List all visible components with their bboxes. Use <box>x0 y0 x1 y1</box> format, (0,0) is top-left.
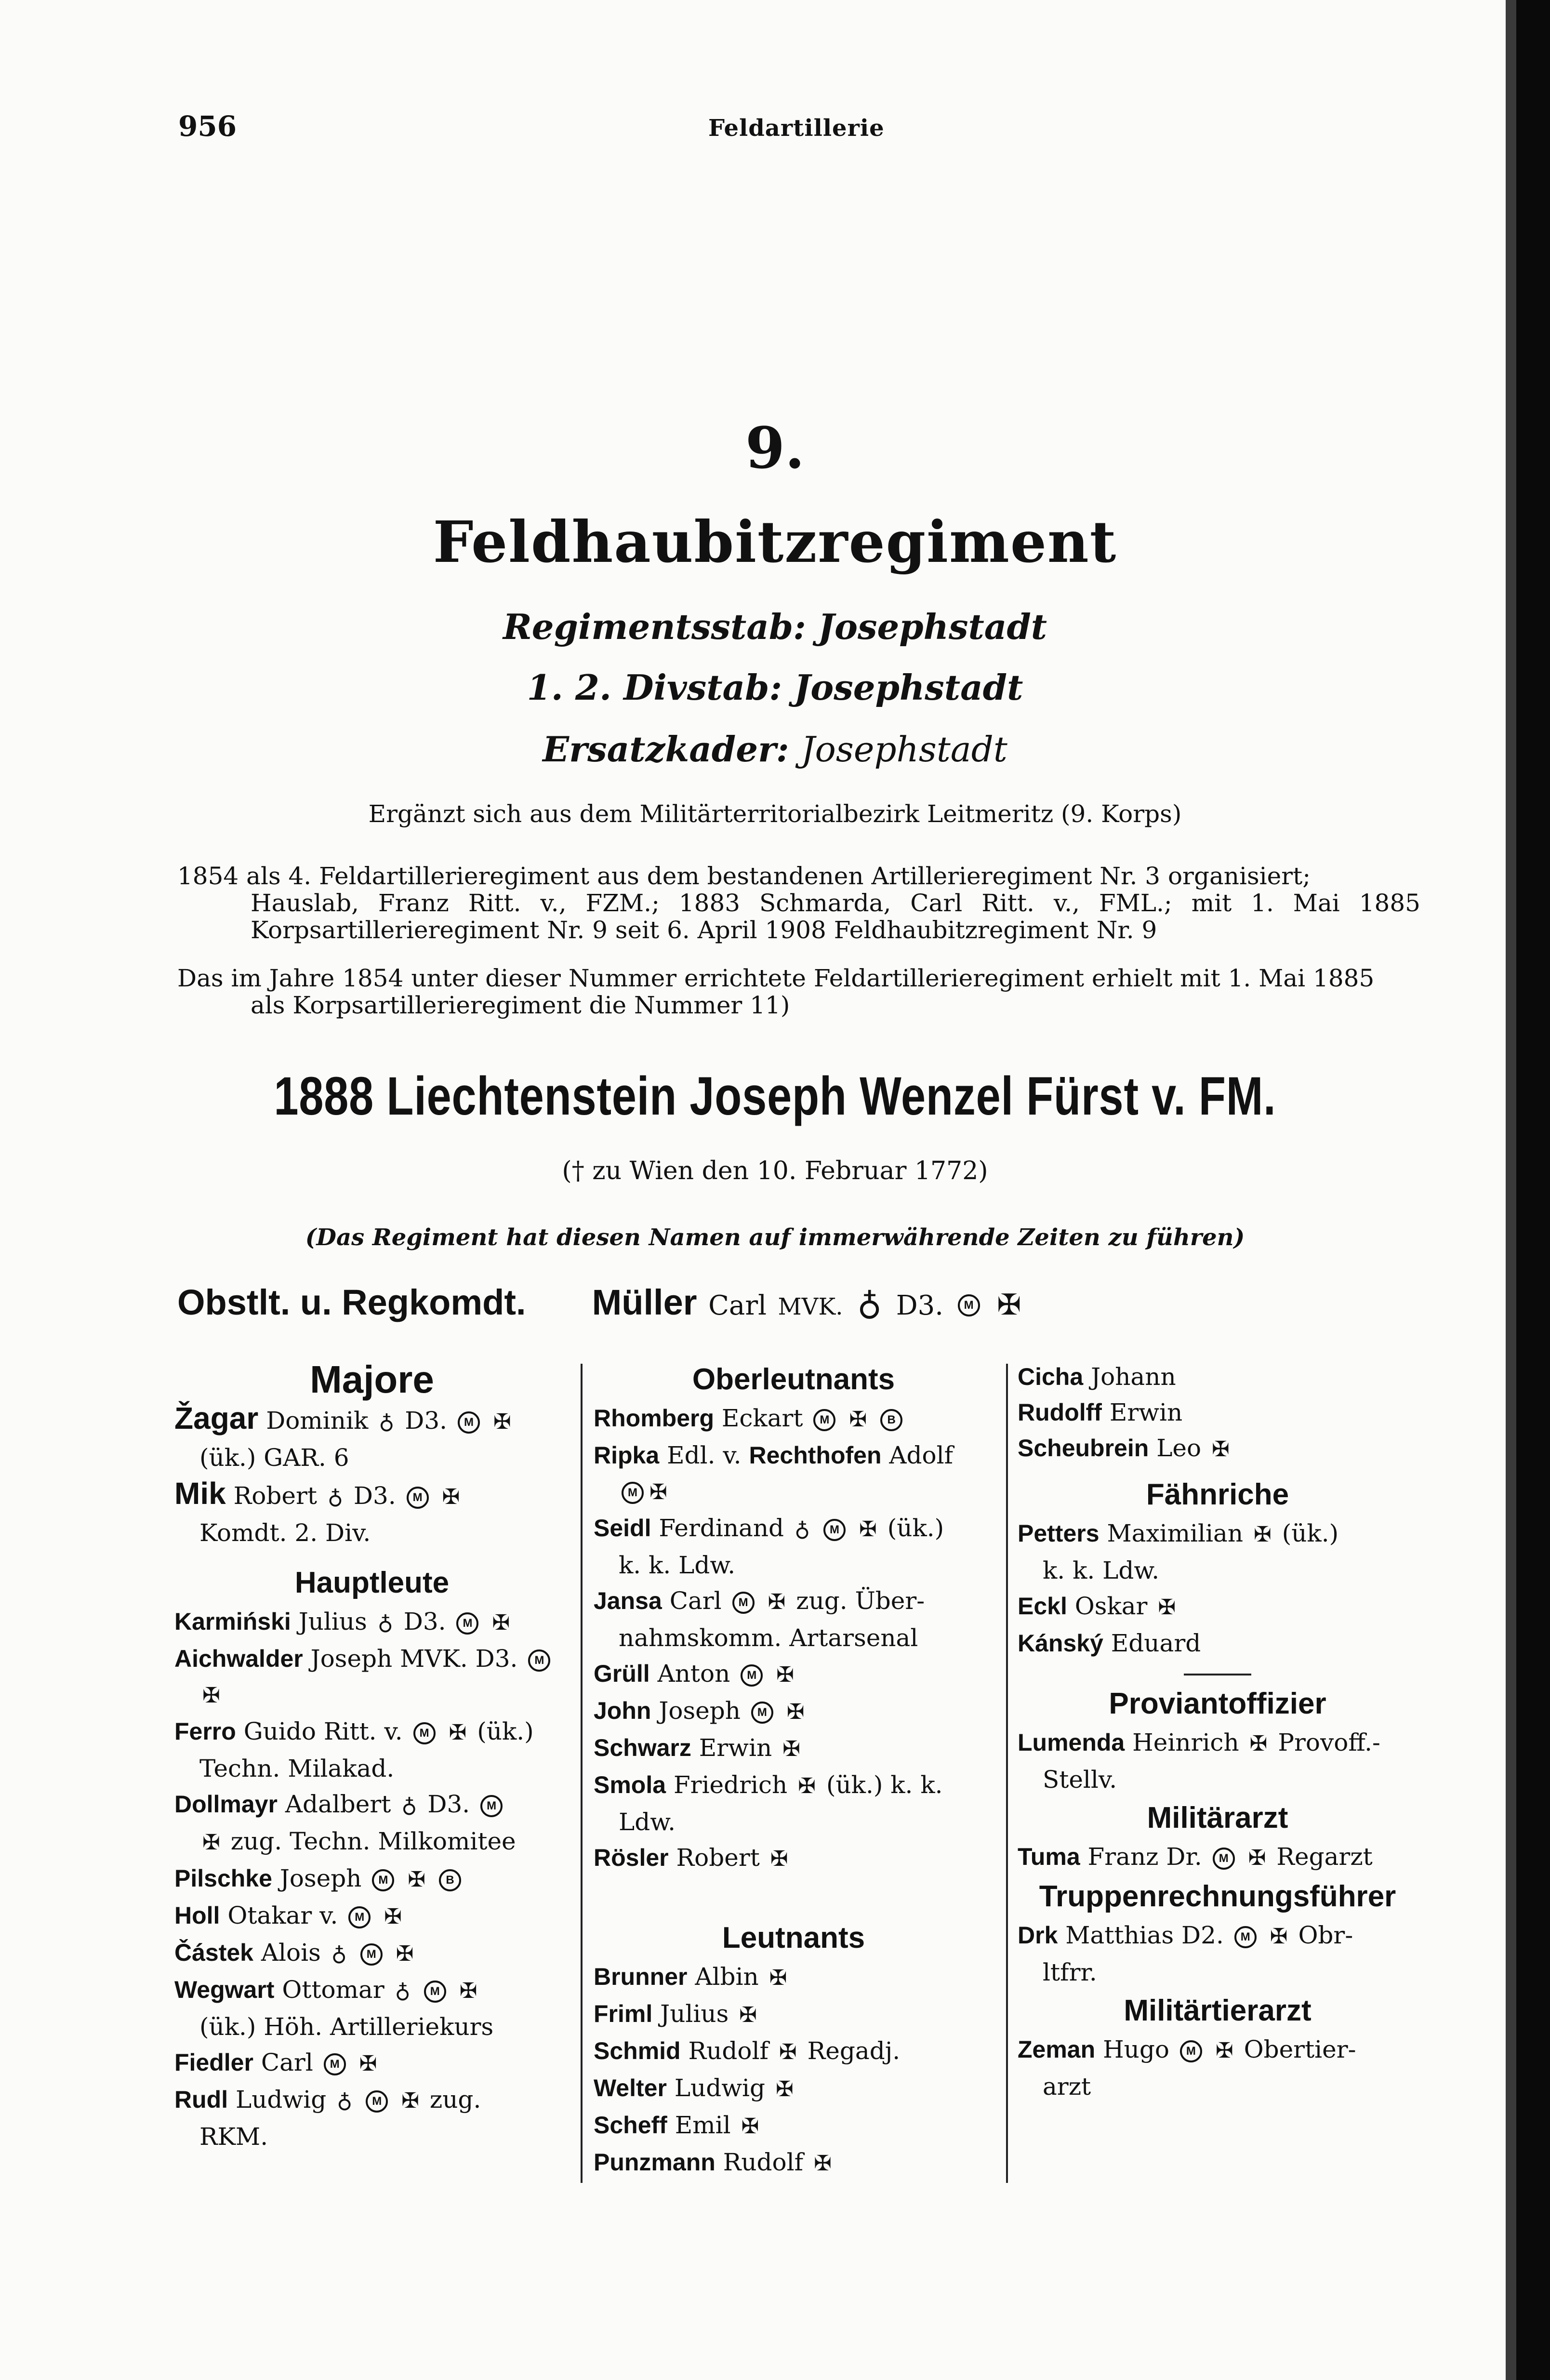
entry-surname: Cicha <box>1018 1363 1084 1390</box>
list-item <box>174 1641 570 1714</box>
commander-rank: Obstlt. u. Regkomdt. <box>177 1282 526 1322</box>
entry-surname: Rhomberg <box>594 1405 714 1432</box>
list-item <box>594 1400 994 1437</box>
m-ring-icon: M <box>372 1869 394 1891</box>
history-2-rest: als Korpsartillerieregiment die Nummer 11) <box>251 991 790 1019</box>
entry-given-2: Adolf <box>889 1441 954 1469</box>
section-hauptleute: Hauptleute <box>294 1566 450 1599</box>
list-item <box>174 2082 570 2154</box>
ersatzkader-label: Ersatzkader: <box>543 729 789 770</box>
m-ring-icon: M <box>407 1487 429 1509</box>
entry-surname: Wegwart <box>174 1976 275 2003</box>
commander-line <box>177 1282 1024 1323</box>
m-ring-icon: M <box>456 1612 478 1635</box>
m-ring-icon: M <box>741 1664 763 1687</box>
entry-given: Ludwig <box>674 2074 766 2102</box>
entry-continuation: k. k. Ldw. <box>1043 1556 1160 1584</box>
cross-icon: ✠ <box>202 1683 220 1708</box>
entry-detail: D3. <box>405 1407 448 1435</box>
cross-icon: ✠ <box>396 1941 414 1966</box>
entry-surname: Lumenda <box>1018 1729 1125 1756</box>
entry-extra: (ük.) <box>887 1514 944 1542</box>
recruitment-note: Ergänzt sich aus dem Militärterritorialbezirk Leitmeritz (9. Korps) <box>368 800 1182 828</box>
entry-given: Erwin <box>1109 1398 1183 1426</box>
entry-continuation: Techn. Milakad. <box>199 1755 395 1782</box>
list-item <box>594 1656 994 1693</box>
m-ring-icon: M <box>528 1649 550 1672</box>
column-divider <box>581 1364 583 2183</box>
list-item <box>1018 1917 1418 1990</box>
cross-icon: ✠ <box>359 2051 377 2076</box>
commander-post: MVK. <box>778 1293 843 1320</box>
list-item <box>594 1730 994 1767</box>
cross-icon: ✠ <box>814 2151 832 2176</box>
entry-given: Eduard <box>1111 1629 1201 1657</box>
medal-icon: ♁ <box>857 1283 882 1323</box>
m-ring-icon: M <box>823 1519 846 1541</box>
entry-continuation: Ldw. <box>619 1808 676 1836</box>
column-middle <box>594 1359 994 2181</box>
list-item <box>1018 1839 1418 1876</box>
entry-detail: D3. <box>353 1482 396 1510</box>
entry-given: Rudolf <box>688 2037 768 2065</box>
m-ring-icon: M <box>458 1411 480 1434</box>
list-item <box>1018 1430 1418 1467</box>
list-item <box>594 2033 994 2070</box>
m-ring-icon: M <box>732 1592 755 1614</box>
section-militaertierarzt: Militärtierarzt <box>1124 1994 1312 2027</box>
cross-icon: ✠ <box>775 2077 794 2101</box>
scan-edge <box>1516 0 1550 2380</box>
entry-surname: Rösler <box>594 1844 669 1871</box>
entry-surname: Jansa <box>594 1587 662 1614</box>
cross-icon: ✠ <box>492 1610 510 1635</box>
entry-detail: D2. <box>1181 1921 1224 1949</box>
entry-given: Carl <box>669 1587 722 1615</box>
running-title: Feldartillerie <box>708 115 885 142</box>
history-1-rest: Hauslab, Franz Ritt. v., FZM.; 1883 Schmarda, Carl Ritt. v., FML.; mit 1. Mai 1885 Korpsartillerieregiment Nr. 9 seit 6. April 1908 Feldhaubitzregiment Nr. 9 <box>251 889 1420 944</box>
divstab-place: Josephstadt <box>794 667 1023 708</box>
m-ring-icon: M <box>413 1722 436 1744</box>
m-ring-icon: M <box>813 1409 835 1431</box>
cross-icon: ✠ <box>768 1590 786 1614</box>
entry-surname: Eckl <box>1018 1593 1067 1620</box>
entry-surname: Karmiński <box>174 1608 291 1635</box>
entry-extra: Provoff.- <box>1278 1728 1380 1756</box>
cross-icon: ✠ <box>741 2114 759 2139</box>
entry-given: Ludwig <box>236 2086 327 2114</box>
m-ring-icon: M <box>1234 1926 1257 1948</box>
entry-surname: Scheubrein <box>1018 1435 1149 1462</box>
list-item <box>174 1400 570 1476</box>
regiment-title: Feldhaubitzregiment <box>433 508 1117 575</box>
entry-given: Emil <box>675 2111 731 2139</box>
cross-icon: ✠ <box>1253 1522 1272 1547</box>
entry-continuation: Stellv. <box>1043 1766 1117 1794</box>
list-item <box>594 2070 994 2107</box>
regimentsstab-place: Josephstadt <box>818 606 1047 647</box>
entry-extra: (ük.) <box>477 1717 534 1745</box>
entry-surname: Smola <box>594 1771 666 1798</box>
b-ring-icon: B <box>880 1409 902 1431</box>
medal-icon: ♁ <box>327 1485 344 1509</box>
cross-icon: ✠ <box>770 1847 788 1871</box>
entry-surname: Kánský <box>1018 1630 1103 1657</box>
medal-icon: ♁ <box>377 1610 393 1635</box>
column-right <box>1018 1359 1418 2104</box>
entry-surname: Pilschke <box>174 1865 272 1892</box>
cross-icon: ✠ <box>459 1979 477 2003</box>
list-item <box>594 1996 994 2033</box>
entry-given: Joseph <box>659 1697 741 1725</box>
entry-continuation: ltfrr. <box>1043 1958 1097 1986</box>
entry-surname: Scheff <box>594 2112 667 2139</box>
entry-surname: Brunner <box>594 1963 688 1990</box>
entry-given: Oskar <box>1074 1592 1148 1620</box>
cross-icon: ✠ <box>798 1774 816 1798</box>
entry-given: Robert <box>676 1844 760 1872</box>
entry-continuation: (ük.) GAR. 6 <box>199 1444 349 1472</box>
commander-given: Carl <box>708 1290 767 1321</box>
history-1-first: 1854 als 4. Feldartillerieregiment aus dem bestandenen Artillerieregiment Nr. 3 organisiert; <box>177 862 1311 890</box>
entry-given: Julius <box>660 2000 729 2028</box>
entry-surname: Žagar <box>174 1401 259 1436</box>
m-ring-icon: M <box>424 1981 446 2003</box>
entry-surname: Ferro <box>174 1718 236 1745</box>
entry-surname: Punzmann <box>594 2149 715 2176</box>
entry-extra: Regadj. <box>807 2037 901 2065</box>
list-item <box>594 1510 994 1583</box>
cross-icon: ✠ <box>442 1485 460 1509</box>
cross-icon: ✠ <box>1158 1595 1176 1620</box>
entry-detail: D3. <box>427 1790 470 1818</box>
ersatzkader-line <box>0 729 1550 770</box>
entry-extra: (ük.) k. k. <box>826 1771 943 1799</box>
entry-given: Hugo <box>1103 2035 1169 2063</box>
m-ring-icon: M <box>1213 1848 1235 1870</box>
entry-given: Dominik <box>266 1407 369 1435</box>
regimentsstab-label: Regimentsstab: <box>503 606 806 647</box>
entry-given: Carl <box>261 2048 313 2076</box>
list-item <box>174 1861 570 1898</box>
divstab-line <box>0 667 1550 708</box>
entry-surname: Friml <box>594 2000 653 2027</box>
entry-given: Joseph MVK. <box>310 1645 468 1673</box>
entry-continuation: k. k. Ldw. <box>619 1551 736 1579</box>
section-faehnriche: Fähnriche <box>1146 1478 1289 1511</box>
cross-icon: ✠ <box>384 1904 402 1929</box>
section-militaerarzt: Militärarzt <box>1147 1801 1288 1835</box>
cross-icon: ✠ <box>1249 1731 1268 1756</box>
entry-surname: Tuma <box>1018 1843 1080 1870</box>
entry-given: Alois <box>261 1939 321 1967</box>
cross-icon: ✠ <box>1212 1437 1230 1462</box>
entry-extra: Regarzt <box>1276 1843 1373 1871</box>
entry-surname: Schwarz <box>594 1734 691 1761</box>
section-oberleutnants: Oberleutnants <box>692 1363 895 1396</box>
entry-given: Albin <box>695 1963 759 1991</box>
history-2-first: Das im Jahre 1854 unter dieser Nummer errichtete Feldartillerieregiment erhielt mit 1. Mai 1885 <box>177 964 1375 992</box>
entry-surname: Schmid <box>594 2037 681 2064</box>
list-item <box>1018 2032 1418 2104</box>
entry-given: Edl. v. <box>667 1441 742 1469</box>
list-item <box>174 1714 570 1786</box>
list-item <box>174 1604 570 1641</box>
m-ring-icon: M <box>958 1294 980 1316</box>
entry-given: Robert <box>233 1482 317 1510</box>
entry-surname: Ripka <box>594 1442 660 1469</box>
entry-given: Matthias <box>1065 1921 1174 1949</box>
list-item <box>174 1786 570 1861</box>
entry-given: Johann <box>1091 1363 1176 1391</box>
section-proviantoffizier: Proviantoffizier <box>1109 1687 1326 1720</box>
m-ring-icon: M <box>348 1906 371 1928</box>
medal-icon: ♁ <box>331 1941 347 1966</box>
entry-given: Leo <box>1156 1434 1202 1462</box>
cross-icon: ✠ <box>1270 1924 1288 1949</box>
entry-detail: D3. <box>475 1645 518 1673</box>
list-item <box>594 1583 994 1656</box>
inhaber-heading: 1888 Liechtenstein Joseph Wenzel Fürst v. FM. <box>274 1066 1276 1126</box>
entry-surname: Holl <box>174 1902 220 1929</box>
medal-icon: ♁ <box>794 1517 810 1542</box>
list-item <box>1018 1359 1418 1395</box>
list-item <box>174 1972 570 2045</box>
list-item <box>174 1935 570 1972</box>
medal-icon: ♁ <box>401 1793 417 1818</box>
entry-surname: Rudolff <box>1018 1399 1102 1426</box>
cross-icon: ✠ <box>786 1700 805 1724</box>
entry-given: Anton <box>657 1660 730 1688</box>
medal-icon: ♁ <box>379 1409 395 1434</box>
entry-given: Julius <box>298 1608 367 1635</box>
medal-icon: ♁ <box>395 1979 411 2003</box>
name-note: (Das Regiment hat diesen Namen auf immerwährende Zeiten zu führen) <box>305 1224 1245 1251</box>
cross-icon: ✠ <box>1248 1846 1266 1870</box>
inhaber-death-note: († zu Wien den 10. Februar 1772) <box>562 1157 988 1185</box>
cross-icon: ✠ <box>782 1737 800 1761</box>
history-paragraph-1 <box>177 863 1420 944</box>
entry-given: Heinrich <box>1132 1728 1239 1756</box>
entry-given: Otakar v. <box>227 1901 338 1929</box>
entry-extra: (ük.) <box>1282 1519 1339 1547</box>
cross-icon: ✠ <box>1215 2038 1233 2063</box>
entry-surname: Částek <box>174 1939 253 1966</box>
regimentsstab-line <box>0 606 1550 647</box>
m-ring-icon: M <box>324 2053 346 2075</box>
m-ring-icon: M <box>360 1943 383 1966</box>
entry-surname: Grüll <box>594 1660 650 1687</box>
entry-given: Joseph <box>279 1864 362 1892</box>
cross-icon: ✠ <box>779 2040 797 2064</box>
section-divider <box>1184 1674 1251 1675</box>
entry-surname: Rudl <box>174 2086 228 2113</box>
list-item <box>1018 1725 1418 1797</box>
cross-icon: ✠ <box>997 1288 1021 1322</box>
cross-icon: ✠ <box>769 1966 787 1990</box>
section-truppenrechnungsfuehrer: Truppenrechnungsführer <box>1039 1880 1396 1913</box>
entry-given: Erwin <box>699 1734 772 1762</box>
cross-icon: ✠ <box>449 1720 467 1745</box>
list-item <box>594 1840 994 1877</box>
entry-continuation: nahmskomm. Artarsenal <box>619 1624 918 1652</box>
cross-icon: ✠ <box>776 1662 794 1687</box>
commander-surname: Müller <box>592 1282 697 1322</box>
entry-given: Adalbert <box>285 1790 391 1818</box>
regiment-number: 9. <box>745 414 805 481</box>
cross-icon: ✠ <box>849 1407 867 1432</box>
m-ring-icon: M <box>1180 2040 1202 2062</box>
entry-surname: Petters <box>1018 1520 1100 1547</box>
entry-given: Franz Dr. <box>1087 1843 1202 1871</box>
entry-surname: Welter <box>594 2074 667 2101</box>
list-item <box>1018 1588 1418 1625</box>
entry-surname: Zeman <box>1018 2036 1096 2063</box>
list-item <box>594 1959 994 1996</box>
section-majore: Majore <box>310 1358 434 1401</box>
list-item <box>174 1476 570 1551</box>
list-item <box>594 1767 994 1840</box>
list-item <box>594 2107 994 2144</box>
list-item <box>1018 1516 1418 1588</box>
entry-surname: Fiedler <box>174 2049 253 2076</box>
list-item <box>174 2045 570 2082</box>
entry-given: Ferdinand <box>659 1514 784 1542</box>
list-item <box>594 1437 994 1510</box>
list-item <box>1018 1625 1418 1661</box>
column-left <box>174 1359 570 2154</box>
entry-given: Eckart <box>721 1404 803 1432</box>
entry-extra: zug. Über- <box>796 1587 925 1615</box>
entry-given: Ottomar <box>282 1976 384 2004</box>
cross-icon: ✠ <box>739 2003 757 2027</box>
m-ring-icon: M <box>622 1482 644 1504</box>
entry-continuation: Komdt. 2. Div. <box>199 1519 371 1547</box>
entry-given: Rudolf <box>723 2148 804 2176</box>
entry-continuation: zug. Techn. Milkomitee <box>230 1827 516 1855</box>
entry-detail: D3. <box>403 1608 446 1635</box>
entry-given: Friedrich <box>673 1771 788 1799</box>
m-ring-icon: M <box>366 2090 388 2113</box>
entry-surname: Mik <box>174 1476 226 1511</box>
entry-continuation: arzt <box>1043 2073 1091 2101</box>
entry-extra: Obr- <box>1298 1921 1353 1949</box>
cross-icon: ✠ <box>401 2088 419 2113</box>
entry-continuation: RKM. <box>199 2123 268 2151</box>
medal-icon: ♁ <box>337 2088 353 2113</box>
entry-continuation: (ük.) Höh. Artilleriekurs <box>199 2013 494 2041</box>
ersatzkader-place: Josephstadt <box>801 729 1007 770</box>
cross-icon: ✠ <box>408 1867 426 1892</box>
cross-icon: ✠ <box>202 1830 220 1855</box>
page-number: 956 <box>178 110 237 143</box>
entry-given: Maximilian <box>1107 1519 1244 1547</box>
list-item <box>594 1693 994 1730</box>
cross-icon: ✠ <box>493 1409 511 1434</box>
m-ring-icon: M <box>480 1795 503 1817</box>
scan-shadow <box>1506 0 1516 2380</box>
entry-surname: John <box>594 1697 651 1724</box>
entry-surname: Drk <box>1018 1922 1058 1949</box>
entry-surname-2: Rechthofen <box>749 1442 882 1469</box>
entry-given: Guido Ritt. v. <box>243 1717 403 1745</box>
list-item <box>594 2144 994 2181</box>
divstab-label: 1. 2. Divstab: <box>527 667 782 708</box>
b-ring-icon: B <box>439 1869 461 1891</box>
history-paragraph-2 <box>177 965 1420 1019</box>
entry-extra: Obertier- <box>1244 2035 1356 2063</box>
entry-surname: Dollmayr <box>174 1791 278 1818</box>
m-ring-icon: M <box>751 1702 773 1724</box>
entry-extra: zug. <box>429 2086 481 2114</box>
cross-icon: ✠ <box>649 1480 667 1504</box>
entry-surname: Aichwalder <box>174 1645 303 1672</box>
cross-icon: ✠ <box>859 1517 877 1542</box>
section-leutnants: Leutnants <box>722 1921 865 1955</box>
commander-extra: D3. <box>896 1290 944 1321</box>
entry-surname: Seidl <box>594 1515 651 1542</box>
column-divider <box>1006 1364 1008 2183</box>
list-item <box>1018 1395 1418 1430</box>
list-item <box>174 1898 570 1935</box>
